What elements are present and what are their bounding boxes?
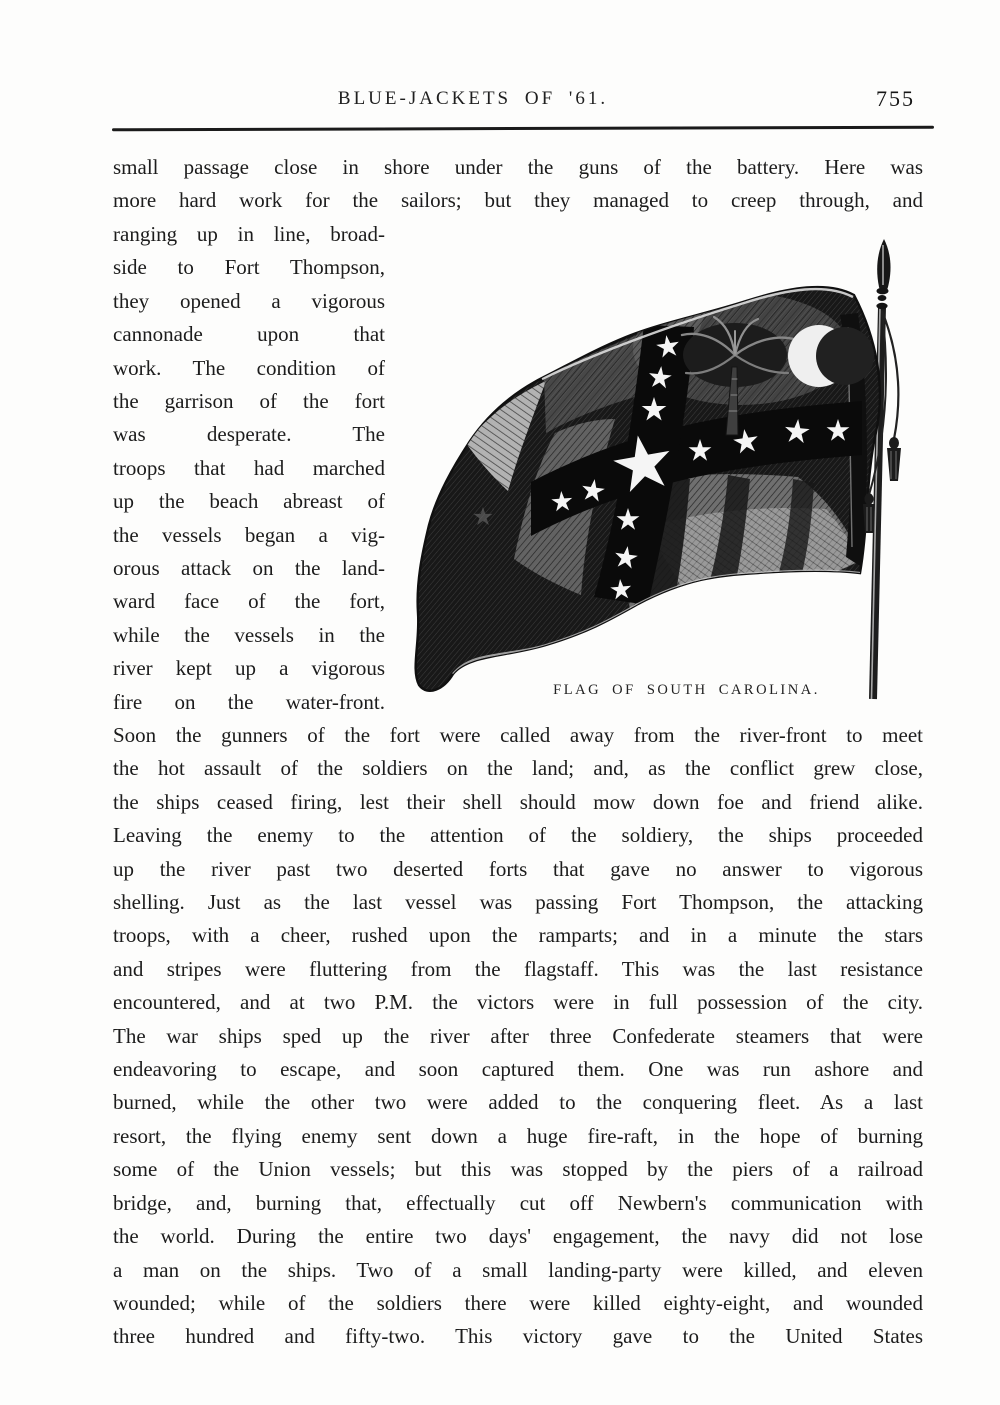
text-line: while the vessels in the [113, 622, 385, 647]
text-line: and stripes were fluttering from the flagstaff. This was the last resistance [113, 956, 923, 981]
text-line: bridge, and, burning that, effectually cut off Newbern's communication with [113, 1190, 923, 1215]
text-line: The war ships sped up the river after three Confederate steamers that were [113, 1023, 923, 1048]
text-line: Soon the gunners of the fort were called away from the river-front to meet [113, 723, 923, 747]
text-line: endeavoring to escape, and soon captured them. One was run ashore and [113, 1057, 923, 1082]
text-line: side to Fort Thompson, [113, 255, 385, 280]
running-title: BLUE-JACKETS OF '61. [337, 88, 609, 109]
text-line: the garrison of the fort [113, 389, 385, 414]
text-line: a man on the ships. Two of a small landing-party were killed, and eleven [113, 1257, 923, 1282]
text-line: the ships ceased firing, lest their shell should mow down foe and friend alike. [113, 789, 923, 814]
text-line: three hundred and fifty-two. This victory gave to the United States [113, 1324, 923, 1349]
text-line: troops that had marched [113, 455, 385, 480]
text-line: the vessels began a vig- [113, 522, 385, 547]
running-head [113, 88, 923, 118]
text-line: resort, the flying enemy sent down a huge fire-raft, in the hope of burning [113, 1123, 923, 1148]
flag-of-south-carolina-illustration [396, 227, 941, 714]
flag-caption: FLAG OF SOUTH CAROLINA. [553, 682, 820, 698]
flag-cloth [416, 287, 901, 691]
text-line: was desperate. The [113, 422, 385, 447]
text-line: river kept up a vigorous [113, 656, 385, 681]
page-number: 755 [876, 86, 915, 111]
text-line: encountered, and at two P.M. the victors were in full possession of the city. [113, 990, 923, 1015]
text-line: the hot assault of the soldiers on the land; and, as the conflict grew close, [113, 756, 923, 781]
intro-paragraph [113, 151, 923, 218]
text-line: shelling. Just as the last vessel was passing Fort Thompson, the attacking [113, 890, 923, 915]
crescent-moon-icon [788, 325, 874, 387]
text-line: they opened a vigorous [113, 288, 385, 313]
header-rule [112, 126, 934, 132]
text-line: small passage close in shore under the guns of the battery. Here was [113, 155, 923, 179]
text-line: wounded; while of the soldiers there were killed eighty-eight, and wounded [113, 1290, 923, 1315]
text-line: up the river past two deserted forts that gave no answer to vigorous [113, 856, 923, 881]
text-line: troops, with a cheer, rushed upon the ramparts; and in a minute the stars [113, 923, 923, 948]
flagpole [872, 239, 891, 699]
text-line: ranging up in line, broad- [113, 222, 385, 246]
body-paragraph [113, 719, 923, 1354]
text-line: Leaving the enemy to the attention of the soldiery, the ships proceeded [113, 823, 923, 848]
text-line: orous attack on the land- [113, 556, 385, 581]
text-line: fire on the water-front. [113, 689, 385, 714]
spearhead-finial [876, 239, 890, 309]
text-line: the world. During the entire two days' engagement, the navy did not lose [113, 1224, 923, 1249]
flag-figure [396, 227, 941, 714]
text-line: cannonade upon that [113, 322, 385, 347]
text-line: more hard work for the sailors; but they managed to creep through, and [113, 188, 923, 213]
text-line: up the beach abreast of [113, 489, 385, 514]
text-line: burned, while the other two were added to the conquering fleet. As a last [113, 1090, 923, 1115]
text-line: work. The condition of [113, 355, 385, 380]
left-column-paragraph [113, 218, 385, 719]
text-line: some of the Union vessels; but this was stopped by the piers of a railroad [113, 1157, 923, 1182]
text-line: ward face of the fort, [113, 589, 385, 614]
